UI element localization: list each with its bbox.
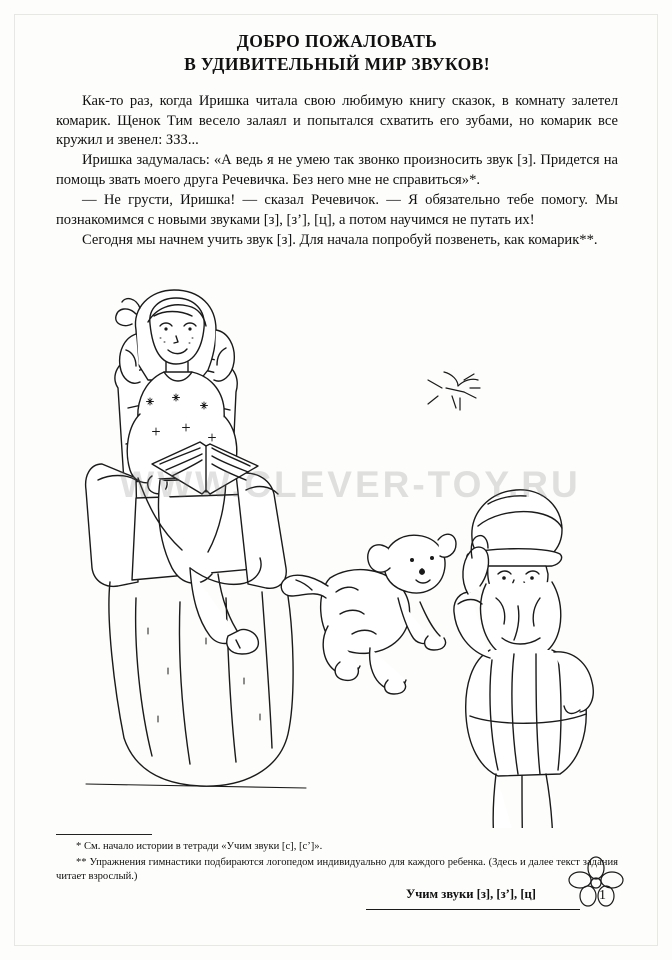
page-content: [56, 30, 618, 251]
paragraph: — Не грусти, Иришка! — сказал Речевичок. — Я обязательно тебе помогу. Мы познакомимся с новыми звуками [з], [з’], [ц], а потом научимся не путать их!: [56, 192, 618, 228]
illustration: [40, 268, 640, 828]
watermark: WWW.CLEVER-TOY.RU: [119, 464, 581, 505]
story-text: [56, 92, 618, 250]
page-number: 1: [599, 888, 606, 903]
title-line-1: ДОБРО ПОЖАЛОВАТЬ: [236, 31, 438, 51]
footnote: ** Упражнения гимнастики подбираются логопедом индивидуально для каждого ребенка. (Здесь и далее текст задания читает взрослый.): [56, 856, 618, 882]
running-title: Учим звуки [з], [з’], [ц]: [405, 887, 536, 901]
paragraph: Как-то раз, когда Иришка читала свою любимую книгу сказок, в комнату залетел комарик. Щенок Тим весело залаял и попытался схватить его зубами, но комарик все кружил и звенел: ЗЗЗ...: [56, 93, 618, 148]
page-title: [56, 30, 618, 76]
gnome-figure: [454, 490, 613, 828]
footnote: * См. начало истории в тетради «Учим звуки [с], [с’]».: [76, 841, 323, 852]
footer-divider: [366, 909, 580, 910]
page-footer: [56, 868, 632, 924]
paragraph: Сегодня мы начнем учить звук [з]. Для начала попробуй позвенеть, как комарик**.: [82, 232, 598, 249]
title-line-2: В УДИВИТЕЛЬНЫЙ МИР ЗВУКОВ!: [184, 54, 490, 75]
mosquito-figure: [428, 372, 480, 410]
paragraph: Иришка задумалась: «А ведь я не умею так звонко произносить звук [з]. Придется на помощь звать моего друга Речевичка. Без него мне не справиться»*.: [56, 152, 618, 188]
puppy-figure: [281, 534, 456, 694]
footnote-divider: [56, 834, 152, 835]
flower-icon: [566, 856, 626, 908]
